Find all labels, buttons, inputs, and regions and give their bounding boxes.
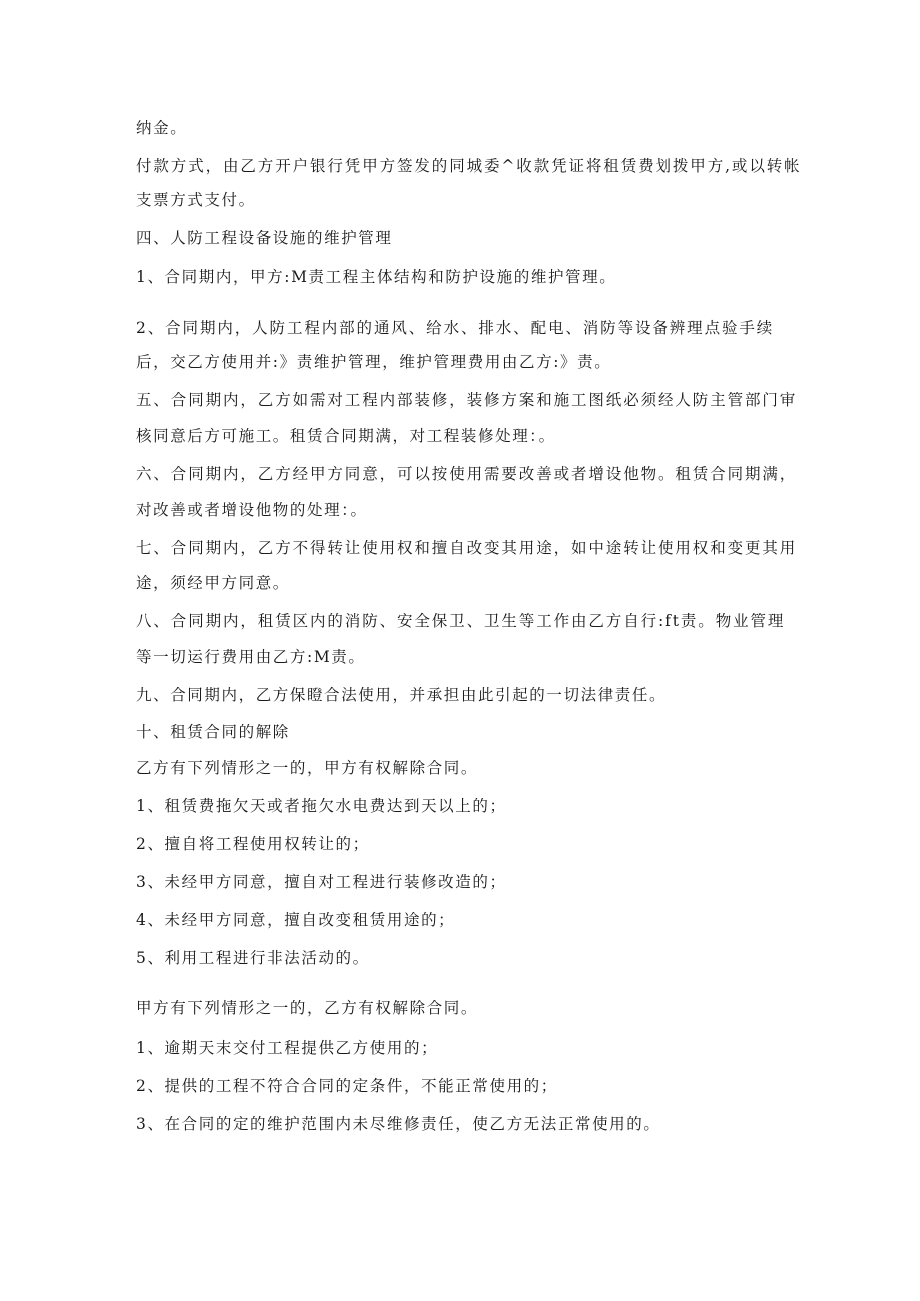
section-heading: 四、人防工程设备设施的维护管理 xyxy=(136,229,393,247)
list-item: 3、在合同的定的维护范围内未尽维修责任，使乙方无法正常使用的。 xyxy=(136,1115,661,1133)
section-heading: 十、租赁合同的解除 xyxy=(136,723,290,741)
list-item: 1、租赁费拖欠天或者拖欠水电费达到天以上的； xyxy=(136,797,507,815)
list-item: 1、逾期天末交付工程提供乙方使用的； xyxy=(136,1039,439,1057)
text-line: 途，须经甲方同意。 xyxy=(136,574,290,592)
text-line: 五、合同期内，乙方如需对工程内部装修，装修方案和施工图纸必须经人防主管部门审 xyxy=(136,391,798,409)
text-line: 等一切运行费用由乙方:M责。 xyxy=(136,648,366,666)
text-line: 六、合同期内，乙方经甲方同意，可以按使用需要改善或者增设他物。租赁合同期满， xyxy=(136,465,798,483)
text-line: 九、合同期内，乙方保瞪合法使用，并承担由此引起的一切法律责任。 xyxy=(136,686,667,704)
text-line: 纳金。 xyxy=(136,119,188,137)
text-line: 支票方式支付。 xyxy=(136,191,256,209)
text-line: 后，交乙方使用并:》责维护管理，维护管理费用由乙方:》责。 xyxy=(136,353,612,371)
text-line: 1、合同期内，甲方:M责工程主体结构和防护设施的维护管理。 xyxy=(136,268,617,286)
text-line: 七、合同期内，乙方不得转让使用权和擅自改变其用途，如中途转让使用权和变更其用 xyxy=(136,539,798,557)
text-line: 乙方有下列情形之一的，甲方有权解除合同。 xyxy=(136,759,479,777)
text-line: 付款方式，由乙方开户银行凭甲方签发的同城委^收款凭证将租赁费划拨甲方,或以转帐 xyxy=(136,157,802,175)
text-line: 2、合同期内，人防工程内部的通风、给水、排水、配电、消防等设备辨理点验手续 xyxy=(136,319,775,337)
text-line: 八、合同期内，租赁区内的消防、安全保卫、卫生等工作由乙方自行:ft责。物业管理 xyxy=(136,612,786,630)
list-item: 5、利用工程进行非法活动的。 xyxy=(136,949,370,967)
text-line: 甲方有下列情形之一的，乙方有权解除合同。 xyxy=(136,999,479,1017)
list-item: 2、擅自将工程使用权转让的； xyxy=(136,835,370,853)
list-item: 2、提供的工程不符合合同的定条件，不能正常使用的； xyxy=(136,1077,558,1095)
text-line: 核同意后方可施工。租赁合同期满，对工程装修处理：。 xyxy=(136,427,556,445)
list-item: 4、未经甲方同意，擅自改变租赁用途的； xyxy=(136,911,456,929)
text-line: 对改善或者增设他物的处理：。 xyxy=(136,501,368,519)
list-item: 3、未经甲方同意，擅自对工程进行装修改造的； xyxy=(136,873,507,891)
